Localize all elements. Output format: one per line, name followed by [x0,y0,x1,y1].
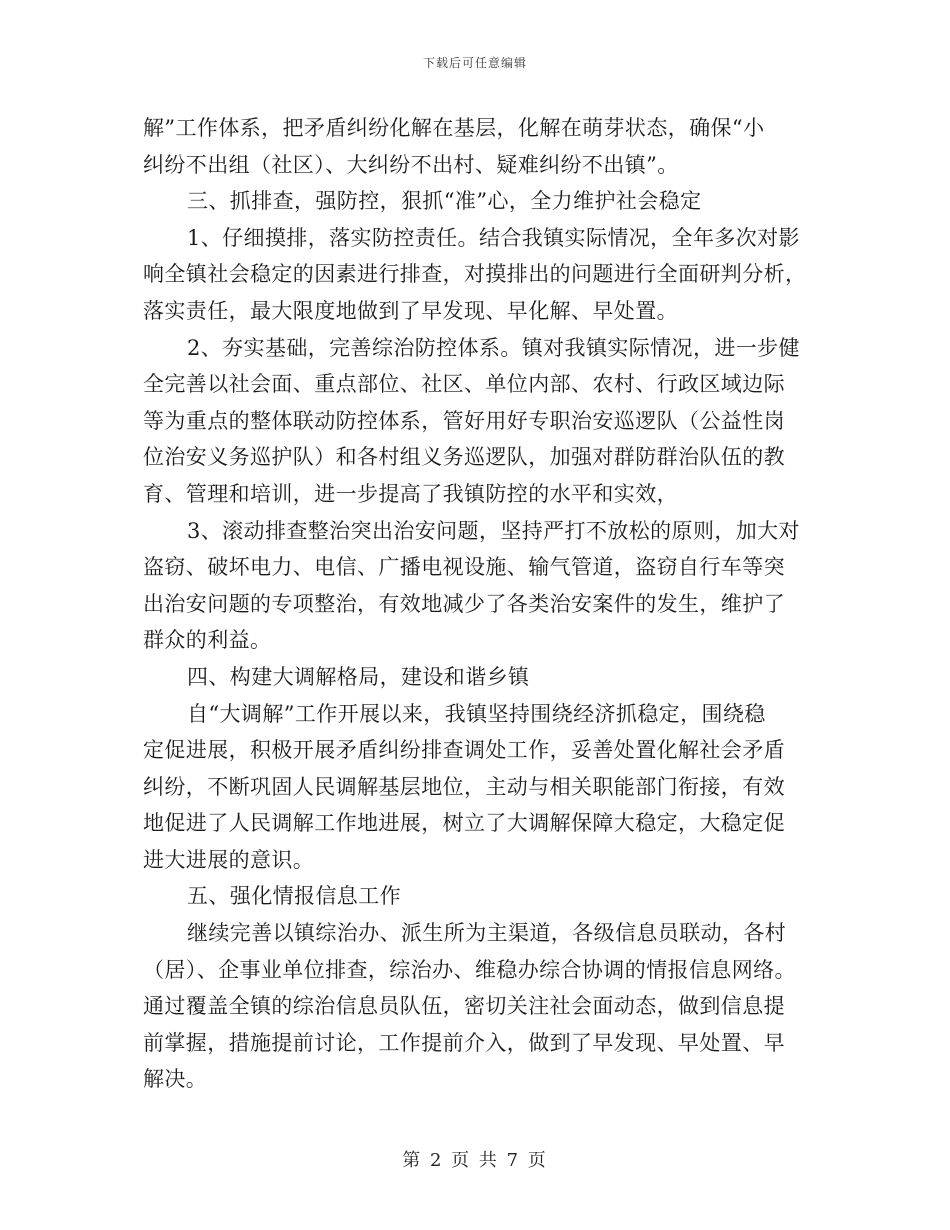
page-header: 下载后可任意编辑 [422,56,527,70]
text-line: 3、滚动排查整治突出治安问题，坚持严打不放松的原则，加大对 [187,518,800,543]
text-line: 五、强化情报信息工作 [187,884,401,909]
text-line: 群众的利益。 [143,628,272,653]
text-line: 2、夯实基础，完善综治防控体系。镇对我镇实际情况，进一步健 [187,335,800,360]
text-line: 育、管理和培训，进一步提高了我镇防控的水平和实效， [143,481,678,506]
text-line: 自“大调解”工作开展以来，我镇坚持围绕经济抓稳定，围绕稳 [187,701,766,726]
text-line: 全完善以社会面、重点部位、社区、单位内部、农村、行政区域边际 [143,372,785,397]
text-line: 位治安义务巡护队）和各村组义务巡逻队，加强对群防群治队伍的教 [143,445,785,470]
text-line: 解决。 [143,1067,208,1092]
text-line: 响全镇社会稳定的因素进行排查，对摸排出的问题进行全面研判分析， [143,262,807,287]
document-body [143,110,807,1098]
text-line: 解”工作体系，把矛盾纠纷化解在基层，化解在萌芽状态，确保“小 [143,116,765,140]
text-line: 1、仔细摸排，落实防控责任。结合我镇实际情况，全年多次对影 [187,225,800,250]
text-line: 地促进了人民调解工作地进展，树立了大调解保障大稳定，大稳定促 [143,811,785,836]
text-line: 定促进展，积极开展矛盾纠纷排查调处工作，妥善处置化解社会矛盾 [143,738,785,763]
text-line: 纠纷不出组（社区）、大纠纷不出村、疑难纠纷不出镇”。 [143,152,679,177]
text-line: 等为重点的整体联动防控体系，管好用好专职治安巡逻队（公益性岗 [143,408,785,433]
text-line: 前掌握，措施提前讨论，工作提前介入，做到了早发现、早处置、早 [143,1030,785,1055]
text-line: 落实责任，最大限度地做到了早发现、早化解、早处置。 [143,298,678,323]
text-line: 通过覆盖全镇的综治信息员队伍，密切关注社会面动态，做到信息提 [143,994,785,1019]
text-line: 盗窃、破坏电力、电信、广播电视设施、输气管道，盗窃自行车等突 [143,555,785,580]
text-line: 出治安问题的专项整治，有效地减少了各类治安案件的发生，维护了 [143,591,785,616]
page-footer: 第 2 页 共 7 页 [402,1150,548,1171]
text-line: 四、构建大调解格局，建设和谐乡镇 [187,664,530,689]
text-line: 进大进展的意识。 [143,847,315,872]
text-line: 继续完善以镇综治办、派生所为主渠道，各级信息员联动，各村 [187,921,787,946]
text-line: 三、抓排查，强防控，狠抓“准”心，全力维护社会稳定 [187,189,702,214]
text-line: 纠纷，不断巩固人民调解基层地位，主动与相关职能部门衔接，有效 [143,774,785,799]
text-line: （居）、企事业单位排查，综治办、维稳办综合协调的情报信息网络。 [143,957,796,982]
